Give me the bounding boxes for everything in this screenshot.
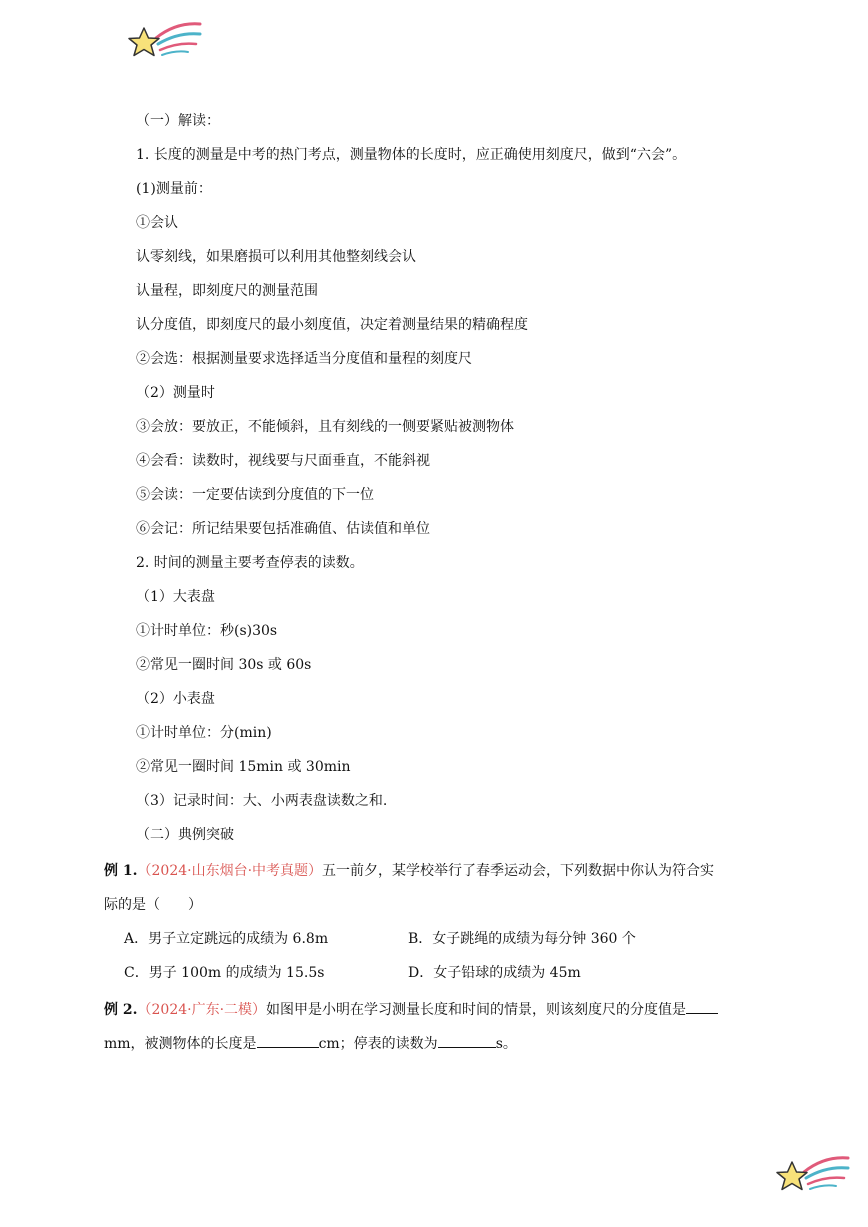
- example-2-unit-mm: mm，被测物体的长度是: [104, 1036, 257, 1052]
- section-heading-interpretation: （一）解读：: [136, 113, 220, 129]
- rule-select: ②会选：根据测量要求选择适当分度值和量程的刻度尺: [136, 351, 472, 367]
- answer-blank-division[interactable]: [686, 999, 718, 1014]
- shooting-star-icon: [126, 18, 202, 66]
- example-1-source: （2024·山东烟台·中考真题）: [137, 863, 323, 879]
- rule-record: ⑥会记：所记结果要包括准确值、估读值和单位: [136, 521, 430, 537]
- example-1-question: 五一前夕，某学校举行了春季运动会，下列数据中你认为符合实: [322, 863, 715, 879]
- example-1-stem-cont: 际的是（ ）: [104, 897, 202, 913]
- record-time: （3）记录时间：大、小两表盘读数之和.: [136, 793, 388, 809]
- answer-blank-stopwatch[interactable]: [438, 1033, 496, 1048]
- rule-recognize-division: 认分度值，即刻度尺的最小刻度值，决定着测量结果的精确程度: [136, 317, 528, 333]
- example-2-question: 如图甲是小明在学习测量长度和时间的情景，则该刻度尺的分度值是: [266, 1002, 687, 1018]
- example-2-unit-cm: cm；停表的读数为: [318, 1036, 438, 1052]
- paragraph-length-measurement: 1. 长度的测量是中考的热门考点，测量物体的长度时，应正确使用刻度尺，做到“六会”。: [136, 147, 687, 163]
- small-dial-unit: ①计时单位：分(min): [136, 725, 272, 741]
- rule-place: ③会放：要放正，不能倾斜，且有刻线的一侧要紧贴被测物体: [136, 419, 514, 435]
- example-2-stem-cont: [104, 1033, 517, 1054]
- rule-look: ④会看：读数时，视线要与尺面垂直，不能斜视: [136, 453, 430, 469]
- paragraph-time-measurement: 2. 时间的测量主要考查停表的读数。: [136, 555, 364, 571]
- example-1-option-d: D．女子铅球的成绩为 45m: [408, 965, 581, 981]
- subheading-while-measuring: （2）测量时: [136, 385, 215, 401]
- example-2-unit-s: s。: [495, 1036, 517, 1052]
- rule-recognize: ①会认: [136, 215, 178, 231]
- example-2-label: 例 2.: [104, 1002, 138, 1018]
- subheading-before-measuring: (1)测量前：: [136, 181, 212, 197]
- small-dial-period: ②常见一圈时间 15min 或 30min: [136, 759, 351, 775]
- rule-read: ⑤会读：一定要估读到分度值的下一位: [136, 487, 374, 503]
- example-2-source: （2024·广东·二模）: [137, 1002, 267, 1018]
- big-dial-unit: ①计时单位：秒(s)30s: [136, 623, 278, 639]
- big-dial-period: ②常见一圈时间 30s 或 60s: [136, 657, 312, 673]
- shooting-star-icon: [774, 1152, 850, 1200]
- example-2-stem: [104, 999, 718, 1020]
- subheading-big-dial: （1）大表盘: [136, 589, 215, 605]
- answer-blank-length[interactable]: [257, 1033, 319, 1048]
- section-heading-examples: （二）典例突破: [136, 827, 234, 843]
- example-1-stem: [104, 861, 714, 881]
- example-1-label: 例 1.: [104, 863, 138, 879]
- example-1-option-b: B．女子跳绳的成绩为每分钟 360 个: [408, 931, 636, 947]
- rule-recognize-zero: 认零刻线，如果磨损可以利用其他整刻线会认: [136, 249, 416, 265]
- rule-recognize-range: 认量程，即刻度尺的测量范围: [136, 283, 318, 299]
- example-1-option-a: A．男子立定跳远的成绩为 6.8m: [124, 931, 329, 947]
- example-1-option-c: C．男子 100m 的成绩为 15.5s: [124, 965, 325, 981]
- subheading-small-dial: （2）小表盘: [136, 691, 215, 707]
